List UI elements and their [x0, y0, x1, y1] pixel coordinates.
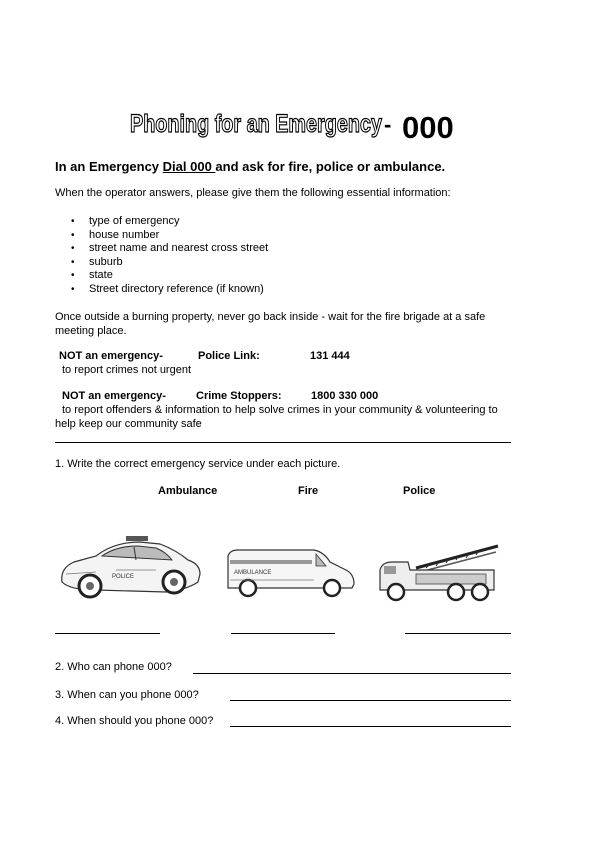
crime-stoppers-service: Crime Stoppers: — [196, 390, 282, 402]
list-item: • house number — [55, 229, 268, 243]
answer-line-picture-1[interactable] — [55, 633, 160, 634]
section-divider — [55, 442, 511, 443]
question-3: 3. When can you phone 000? — [55, 689, 199, 701]
intro-heading — [55, 159, 445, 174]
intro-post: and ask for fire, police or ambulance. — [215, 159, 446, 174]
intro-dial: Dial 000 — [162, 159, 216, 174]
question-2: 2. Who can phone 000? — [55, 661, 172, 673]
police-car-picture — [56, 520, 208, 608]
list-item: • state — [55, 269, 268, 283]
title-outline-text — [128, 104, 386, 140]
svg-text:AMBULANCE: AMBULANCE — [234, 570, 272, 576]
page-title — [0, 104, 595, 148]
police-link-service: Police Link: — [198, 350, 260, 362]
list-item: • Street directory reference (if known) — [55, 283, 268, 297]
answer-line-question-2[interactable] — [193, 673, 511, 674]
police-link-note: to report crimes not urgent — [62, 364, 192, 376]
fire-advice-line2: meeting place. — [55, 325, 127, 337]
column-heading-fire: Fire — [298, 485, 319, 497]
ambulance-van-picture — [224, 542, 358, 600]
question-4: 4. When should you phone 000? — [55, 715, 214, 727]
column-heading-police: Police — [403, 485, 436, 497]
answer-line-question-3[interactable] — [230, 700, 511, 701]
column-heading-ambulance: Ambulance — [158, 485, 218, 497]
list-item: • street name and nearest cross street — [55, 242, 268, 256]
police-link-label: NOT an emergency- — [59, 350, 163, 362]
police-link-number: 131 444 — [310, 350, 350, 362]
info-list — [55, 215, 268, 296]
list-item: • type of emergency — [55, 215, 268, 229]
operator-instruction: When the operator answers, please give them the following essential information: — [55, 187, 451, 199]
answer-line-picture-2[interactable] — [231, 633, 335, 634]
crime-stoppers-note2: help keep our community safe — [55, 418, 202, 430]
fire-truck-picture — [376, 540, 504, 604]
title-dash: - — [384, 112, 392, 137]
title-number: 000 — [402, 110, 454, 145]
fire-advice-line1: Once outside a burning property, never go back inside - wait for the fire brigade at a safe — [55, 311, 486, 323]
svg-text:Phoning for an Emergency: Phoning for an Emergency — [130, 110, 383, 138]
crime-stoppers-number: 1800 330 000 — [311, 390, 379, 402]
svg-text:POLICE: POLICE — [112, 574, 135, 580]
intro-pre: In an Emergency — [55, 159, 163, 174]
answer-line-picture-3[interactable] — [405, 633, 511, 634]
question-1: 1. Write the correct emergency service under each picture. — [55, 458, 341, 470]
answer-line-question-4[interactable] — [230, 726, 511, 727]
crime-stoppers-note1: to report offenders & information to help solve crimes in your community & volunteering to — [62, 404, 498, 416]
list-item: • suburb — [55, 256, 268, 270]
crime-stoppers-label: NOT an emergency- — [62, 390, 166, 402]
